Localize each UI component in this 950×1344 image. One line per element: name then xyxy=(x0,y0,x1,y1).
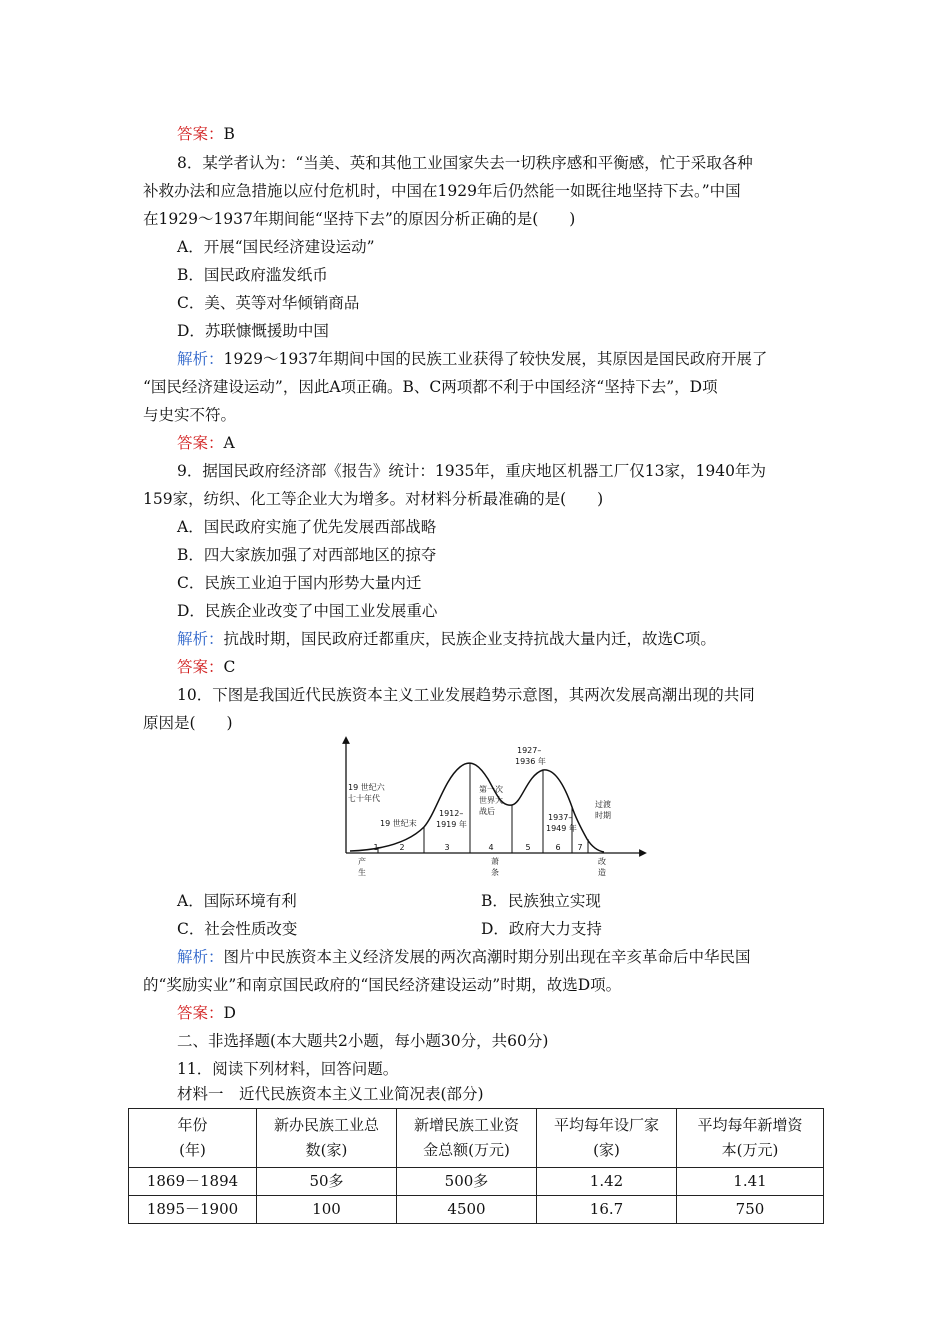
label-transformation: 造 xyxy=(598,868,606,877)
label-depression: 萧 xyxy=(491,857,499,866)
q10-stem-line-2: 原因是( ) xyxy=(143,714,233,732)
q8-stem-line-2: 补救办法和应急措施以应付危机时，中国在1929年后仍然能一如既往地坚持下去。”中国 xyxy=(143,182,741,200)
label-origin: 生 xyxy=(358,868,366,877)
label-transformation: 改 xyxy=(598,857,606,866)
label-1912-1919: 1912– xyxy=(439,809,464,818)
label-1927-1936: 1927– xyxy=(517,746,542,755)
q9-option-d: D．民族企业改变了中国工业发展重心 xyxy=(177,602,438,620)
q10-option-d: D．政府大力支持 xyxy=(481,920,602,938)
table-cell: 16.7 xyxy=(537,1196,677,1224)
q7-answer: 答案：B xyxy=(177,125,235,143)
q8-stem-line-1: 8．某学者认为：“当美、英和其他工业国家失去一切秩序感和平衡感，忙于采取各种 xyxy=(177,154,753,172)
label-after-ww1: 世界大 xyxy=(479,796,503,805)
industry-table xyxy=(128,1108,823,1220)
label-transition: 时期 xyxy=(595,811,611,820)
table-cell: 500多 xyxy=(397,1168,537,1196)
label-1860s-1870s: 19 世纪六 xyxy=(348,783,385,792)
q10-answer: 答案：D xyxy=(177,1004,236,1022)
label-1860s-1870s: 七十年代 xyxy=(348,794,380,803)
table-cell: 100 xyxy=(257,1196,397,1224)
label-1937-1949: 1949 年 xyxy=(546,824,577,833)
label-1937-1949: 1937– xyxy=(548,813,573,822)
table-cell: 1.42 xyxy=(537,1168,677,1196)
q10-analysis-line-2: 的“奖励实业”和南京国民政府的“国民经济建设运动”时期，故选D项。 xyxy=(143,976,622,994)
q10-stem-line-1: 10．下图是我国近代民族资本主义工业发展趋势示意图，其两次发展高潮出现的共同 xyxy=(177,686,755,704)
label-depression: 条 xyxy=(491,868,499,877)
table-header-cell: 平均每年设厂家 (家) xyxy=(537,1109,677,1168)
q8-analysis-line-3: 与史实不符。 xyxy=(143,406,237,424)
label-origin: 产 xyxy=(358,857,366,866)
stage-number: 1 xyxy=(373,843,379,852)
q8-answer: 答案：A xyxy=(177,434,235,452)
table-cell: 1.41 xyxy=(677,1168,824,1196)
material-1-title: 材料一 近代民族资本主义工业简况表(部分) xyxy=(177,1085,484,1103)
q8-analysis-line-1: 解析：1929～1937年期间中国的民族工业获得了较快发展，其原因是国民政府开展了 xyxy=(177,350,768,368)
stage-number: 6 xyxy=(555,843,561,852)
q9-option-b: B．四大家族加强了对西部地区的掠夺 xyxy=(177,546,437,564)
stage-number: 4 xyxy=(488,843,494,852)
q10-option-a: A．国际环境有利 xyxy=(177,892,297,910)
q10-option-b: B．民族独立实现 xyxy=(481,892,601,910)
q8-option-a: A．开展“国民经济建设运动” xyxy=(177,238,375,256)
trend-curve xyxy=(350,763,604,852)
q8-analysis-line-2: “国民经济建设运动”，因此A项正确。B、C两项都不利于中国经济“坚持下去”，D项 xyxy=(143,378,718,396)
label-after-ww1: 第一次 xyxy=(479,785,503,794)
q9-analysis: 解析：抗战时期，国民政府迁都重庆，民族企业支持抗战大量内迁，故选C项。 xyxy=(177,630,716,648)
q10-option-c: C．社会性质改变 xyxy=(177,920,298,938)
q9-option-a: A．国民政府实施了优先发展西部战略 xyxy=(177,518,437,536)
label-late-19c: 19 世纪末 xyxy=(380,819,417,828)
label-transition: 过渡 xyxy=(595,800,611,809)
label-after-ww1: 战后 xyxy=(479,807,495,816)
label-1927-1936: 1936 年 xyxy=(515,757,546,766)
stage-number: 2 xyxy=(399,843,405,852)
table-header-row xyxy=(129,1109,824,1168)
q11-stem: 11．阅读下列材料，回答问题。 xyxy=(177,1060,399,1078)
table-header-cell: 年份 (年) xyxy=(129,1109,257,1168)
table-cell: 4500 xyxy=(397,1196,537,1224)
stage-number: 5 xyxy=(525,843,531,852)
label-1912-1919: 1919 年 xyxy=(436,820,467,829)
q8-option-c: C．美、英等对华倾销商品 xyxy=(177,294,360,312)
table-cell: 1869－1894 xyxy=(129,1168,257,1196)
q9-stem-line-2: 159家，纺织、化工等企业大为增多。对材料分析最准确的是( ) xyxy=(143,490,604,508)
q9-answer: 答案：C xyxy=(177,658,236,676)
table-header-cell: 平均每年新增资 本(万元) xyxy=(677,1109,824,1168)
section-heading: 二、非选择题(本大题共2小题，每小题30分，共60分) xyxy=(177,1032,549,1050)
q8-option-d: D．苏联慷慨援助中国 xyxy=(177,322,329,340)
table-cell: 750 xyxy=(677,1196,824,1224)
q9-option-c: C．民族工业迫于国内形势大量内迁 xyxy=(177,574,422,592)
table-header-cell: 新增民族工业资 金总额(万元) xyxy=(397,1109,537,1168)
stage-number: 3 xyxy=(444,843,450,852)
q9-stem-line-1: 9．据国民政府经济部《报告》统计：1935年，重庆地区机器工厂仅13家，1940年为 xyxy=(177,462,766,480)
q8-option-b: B．国民政府滥发纸币 xyxy=(177,266,328,284)
table-row xyxy=(129,1168,824,1196)
industry-trend-figure xyxy=(336,735,648,881)
q8-stem-line-3: 在1929～1937年期间能“坚持下去”的原因分析正确的是( ) xyxy=(143,210,576,228)
stage-number: 7 xyxy=(577,843,583,852)
q10-analysis-line-1: 解析：图片中民族资本主义经济发展的两次高潮时期分别出现在辛亥革命后中华民国 xyxy=(177,948,751,966)
table-cell: 1895－1900 xyxy=(129,1196,257,1224)
table-header-cell: 新办民族工业总 数(家) xyxy=(257,1109,397,1168)
table-cell: 50多 xyxy=(257,1168,397,1196)
table-row xyxy=(129,1196,824,1224)
